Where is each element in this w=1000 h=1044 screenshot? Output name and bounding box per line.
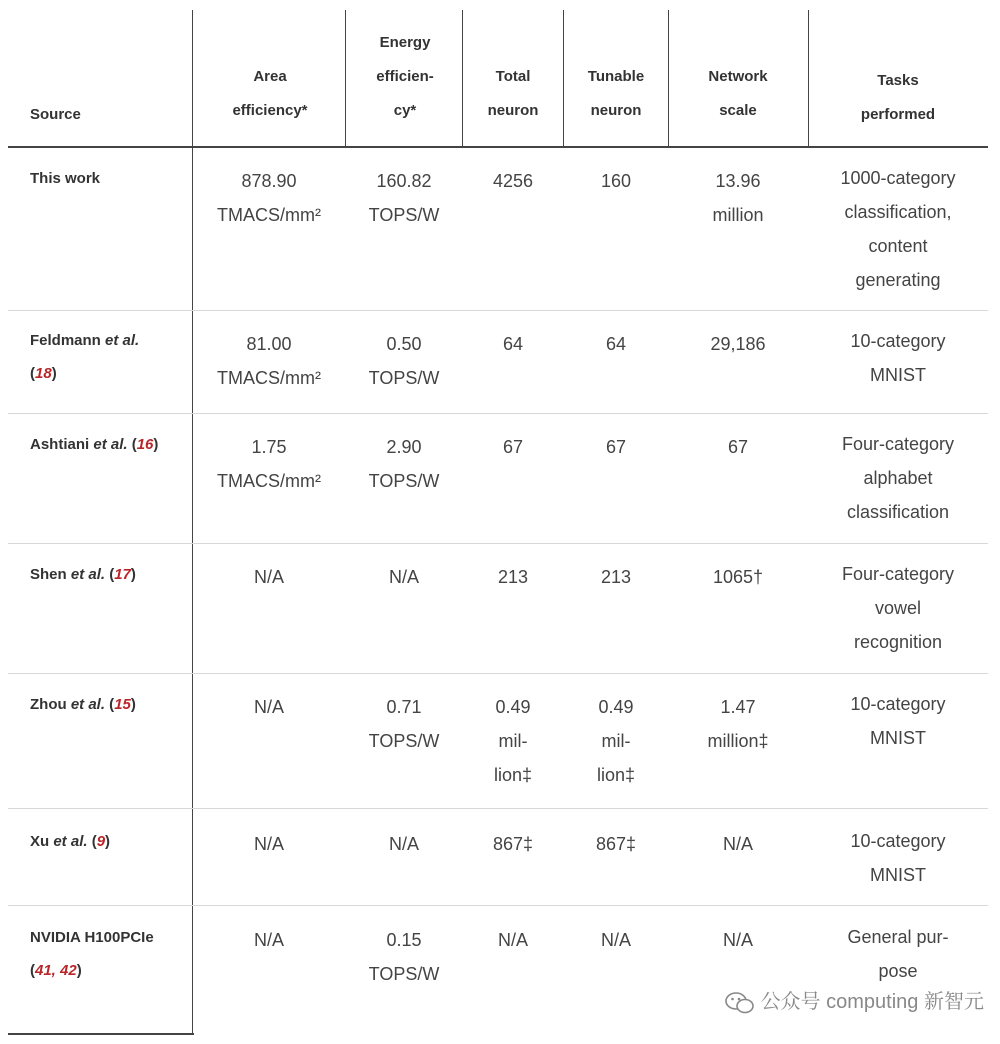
- energy-efficiency-cell: 2.90 TOPS/W: [368, 437, 440, 491]
- column-divider: [462, 10, 463, 147]
- tunable-neuron-cell: 67: [605, 437, 627, 457]
- column-divider: [345, 10, 346, 147]
- tasks-cell: General pur- pose: [847, 927, 949, 981]
- column-divider: [563, 10, 564, 147]
- table-bottom-border: [8, 1033, 194, 1035]
- watermark: [725, 985, 984, 1015]
- tasks-cell: 10-category MNIST: [850, 831, 946, 885]
- header-energy-efficiency: Energy efficien- cy*: [376, 34, 434, 119]
- watermark-text: 公众号 computing 新智元: [760, 991, 984, 1013]
- row-source: This work: [30, 170, 101, 187]
- energy-efficiency-cell: N/A: [388, 567, 419, 587]
- tasks-cell: 10-category MNIST: [850, 331, 946, 385]
- area-efficiency-cell: 81.00 TMACS/mm²: [217, 334, 321, 388]
- area-efficiency-cell: N/A: [253, 697, 284, 717]
- row-source: Xu et al. (9): [30, 833, 111, 850]
- energy-efficiency-cell: N/A: [388, 834, 419, 854]
- row-divider: [8, 673, 988, 674]
- tasks-cell: Four-category vowel recognition: [841, 564, 955, 652]
- header-tunable-neuron: Tunable neuron: [587, 68, 645, 119]
- total-neuron-cell: N/A: [497, 930, 528, 950]
- network-scale-cell: 13.96 million: [712, 171, 764, 225]
- column-divider: [808, 10, 809, 147]
- row-source: Feldmann et al. (18): [30, 332, 140, 382]
- area-efficiency-cell: 878.90 TMACS/mm²: [217, 171, 321, 225]
- tasks-cell: 10-category MNIST: [850, 694, 946, 748]
- row-source: Zhou et al. (15): [30, 696, 136, 713]
- column-divider: [192, 10, 193, 1035]
- header-divider: [8, 146, 988, 148]
- network-scale-cell: N/A: [722, 930, 753, 950]
- tasks-cell: Four-category alphabet classification: [841, 434, 955, 522]
- tunable-neuron-cell: 160: [600, 171, 632, 191]
- row-divider: [8, 905, 988, 906]
- tunable-neuron-cell: N/A: [600, 930, 631, 950]
- tunable-neuron-cell: 0.49 mil- lion‡: [596, 697, 636, 785]
- energy-efficiency-cell: 0.15 TOPS/W: [368, 930, 440, 984]
- total-neuron-cell: 67: [502, 437, 524, 457]
- header-source: Source: [30, 106, 81, 123]
- total-neuron-cell: 64: [502, 334, 524, 354]
- area-efficiency-cell: N/A: [253, 930, 284, 950]
- wechat-icon: [725, 991, 755, 1015]
- row-divider: [8, 413, 988, 414]
- header-network-scale: Network scale: [708, 68, 768, 119]
- tasks-cell: 1000-category classification, content generating: [840, 168, 956, 290]
- header-area-efficiency: Area efficiency*: [232, 68, 308, 119]
- network-scale-cell: 1.47 million‡: [707, 697, 769, 751]
- tunable-neuron-cell: 64: [605, 334, 627, 354]
- area-efficiency-cell: N/A: [253, 567, 284, 587]
- row-divider: [8, 310, 988, 311]
- network-scale-cell: N/A: [722, 834, 753, 854]
- total-neuron-cell: 4256: [492, 171, 534, 191]
- header-tasks: Tasks performed: [860, 72, 936, 123]
- row-source: Ashtiani et al. (16): [30, 436, 159, 453]
- column-divider: [668, 10, 669, 147]
- network-scale-cell: 29,186: [710, 334, 766, 354]
- area-efficiency-cell: N/A: [253, 834, 284, 854]
- tunable-neuron-cell: 867‡: [595, 834, 637, 854]
- energy-efficiency-cell: 0.71 TOPS/W: [368, 697, 440, 751]
- area-efficiency-cell: 1.75 TMACS/mm²: [217, 437, 321, 491]
- row-source: Shen et al. (17): [30, 566, 136, 583]
- total-neuron-cell: 0.49 mil- lion‡: [493, 697, 533, 785]
- network-scale-cell: 67: [727, 437, 749, 457]
- network-scale-cell: 1065†: [712, 567, 764, 587]
- row-divider: [8, 543, 988, 544]
- tunable-neuron-cell: 213: [600, 567, 632, 587]
- total-neuron-cell: 213: [497, 567, 529, 587]
- header-total-neuron: Total neuron: [487, 68, 539, 119]
- row-source: NVIDIA H100PCIe (41, 42): [30, 929, 154, 979]
- row-divider: [8, 808, 988, 809]
- energy-efficiency-cell: 160.82 TOPS/W: [368, 171, 440, 225]
- energy-efficiency-cell: 0.50 TOPS/W: [368, 334, 440, 388]
- total-neuron-cell: 867‡: [492, 834, 534, 854]
